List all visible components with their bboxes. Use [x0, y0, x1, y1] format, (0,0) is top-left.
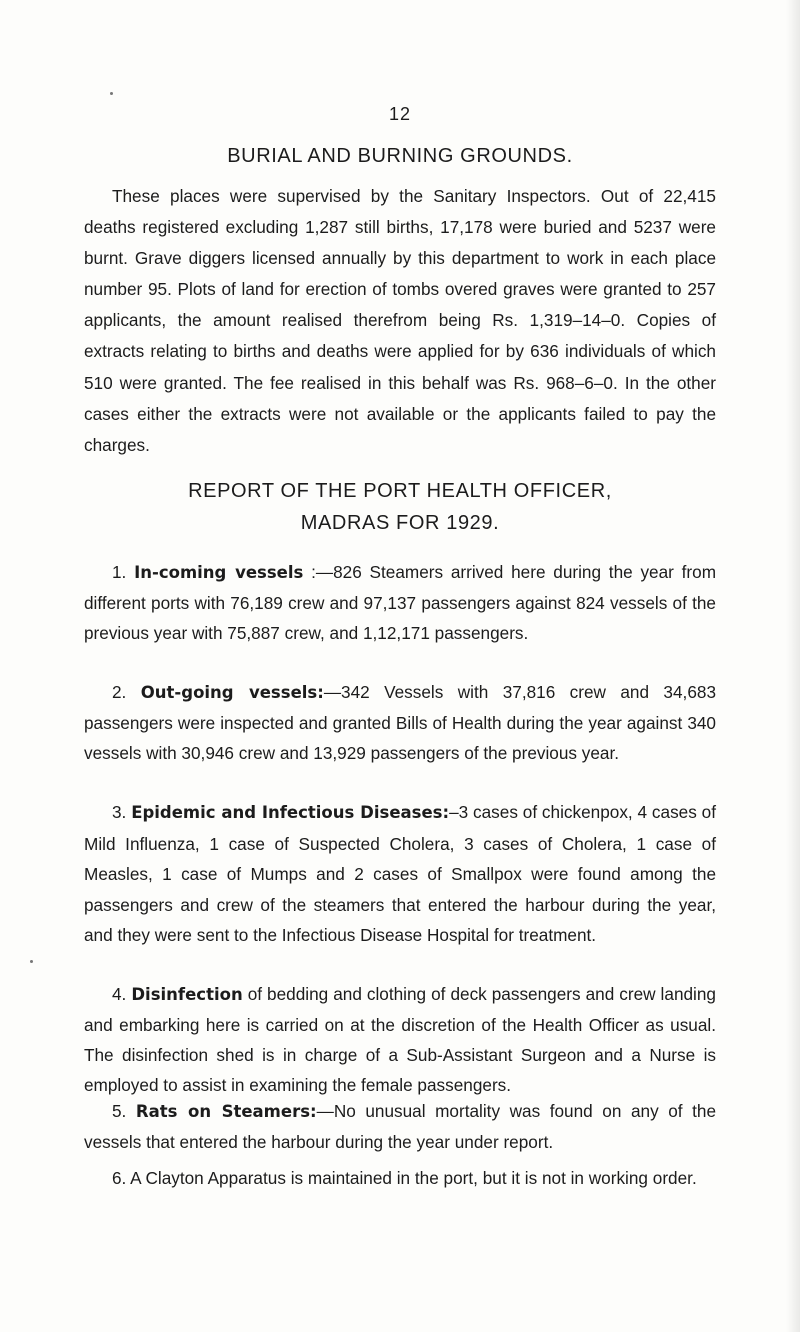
- item-term: Out-going vessels:: [140, 683, 324, 702]
- section-heading-burial: BURIAL AND BURNING GROUNDS.: [227, 145, 573, 167]
- item-text: —No unusual mortality was found on any of the vessels that entered the harbour during the year under report.: [84, 1101, 717, 1152]
- scan-speck: [30, 960, 33, 963]
- burial-paragraph: [84, 181, 716, 461]
- scan-speck: [110, 92, 113, 95]
- report-item-1: [84, 557, 716, 648]
- report-heading-line1: REPORT OF THE PORT HEALTH OFFICER,: [188, 480, 612, 502]
- item-text: :—826 Steamers arrived here during the year from different ports with 76,189 crew and 97,137 passengers against 824 vessels of the previous year with 75,887 crew, and 1,12,171 passengers.: [84, 562, 717, 643]
- item-term: In-coming vessels: [134, 563, 304, 582]
- item-number: 1.: [112, 562, 127, 582]
- report-item-3: [84, 797, 716, 951]
- report-item-4: [84, 979, 716, 1100]
- report-item-2: [84, 677, 716, 768]
- page-number: 12: [388, 104, 412, 124]
- item-number: 2.: [112, 682, 127, 702]
- item-number: 6.: [112, 1168, 127, 1188]
- item-number: 5.: [112, 1101, 127, 1121]
- item-text: of bedding and clothing of deck passengers and crew landing and embarking here is carried on at the discretion of the Health Officer as usual. The disinfection shed is in charge of a Sub-Assistant Surgeon and a Nurse is employed to assist in examining the female passengers.: [84, 984, 716, 1095]
- item-term: Disinfection: [131, 985, 243, 1004]
- report-item-6: [84, 1163, 716, 1193]
- item-text: –3 cases of chickenpox, 4 cases of Mild Influenza, 1 case of Suspected Cholera, 3 cases of Cholera, 1 case of Measles, 1 case of Mumps and 2 cases of Smallpox were found among the passengers and crew of the steamers that entered the harbour during the year, and they were sent to the Infectious Disease Hospital for treatment.: [84, 802, 716, 945]
- item-term: Rats on Steamers:: [135, 1102, 317, 1121]
- report-heading-line2: MADRAS FOR 1929.: [300, 512, 500, 534]
- item-number: 4.: [112, 984, 127, 1004]
- report-item-5: [84, 1096, 716, 1157]
- burial-paragraph-text: These places were supervised by the Sanitary Inspectors. Out of 22,415 deaths registered excluding 1,287 still births, 17,178 were buried and 5237 were burnt. Grave diggers licensed annually by this department to work in each place number 95. Plots of land for erection of tombs overed graves were granted to 257 applicants, the amount realised therefrom being Rs. 1,319–14–0. Copies of extracts relating to births and deaths were applied for by 636 individuals of which 510 were granted. The fee realised in this behalf was Rs. 968–6–0. In the other cases either the extracts were not available or the applicants failed to pay the charges.: [84, 186, 716, 455]
- item-term: Epidemic and Infectious Diseases:: [131, 803, 450, 822]
- page-edge-shadow: [786, 0, 800, 1332]
- item-text: A Clayton Apparatus is maintained in the port, but it is not in working order.: [130, 1168, 697, 1188]
- item-text: —342 Vessels with 37,816 crew and 34,683 passengers were inspected and granted Bills of Health during the year against 340 vessels with 30,946 crew and 13,929 passengers of the previous year.: [84, 682, 716, 763]
- item-number: 3.: [112, 802, 127, 822]
